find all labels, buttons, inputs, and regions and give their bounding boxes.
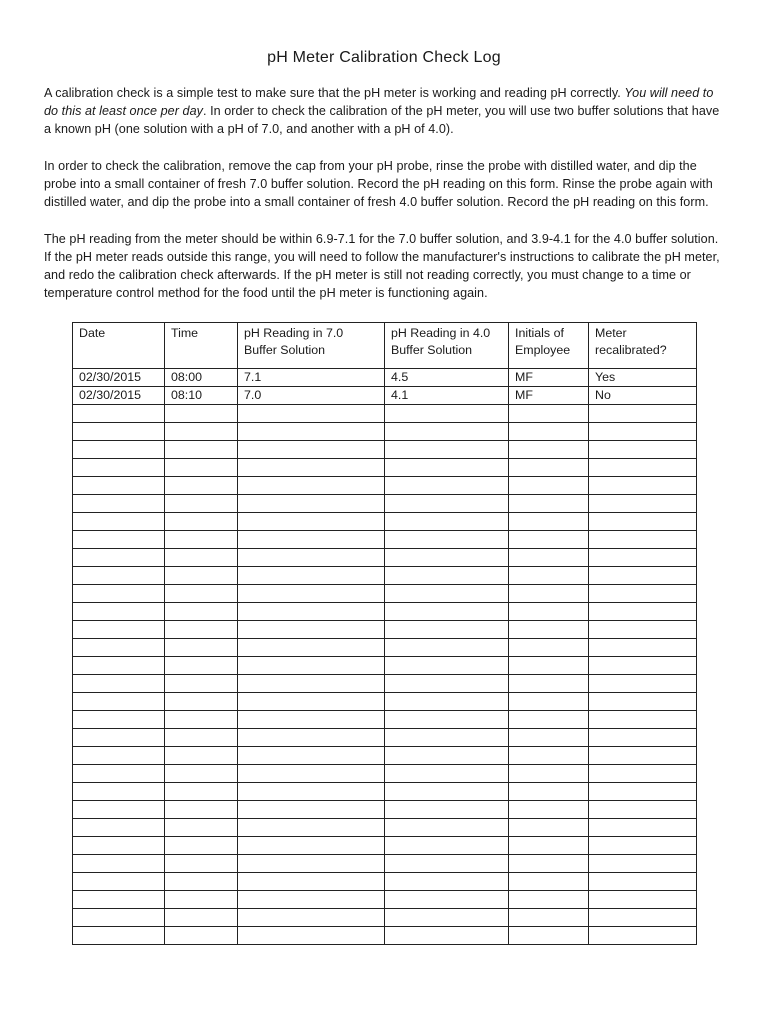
header-ph-7: pH Reading in 7.0 Buffer Solution <box>238 323 385 369</box>
blank-cell-ph-4[interactable] <box>385 801 509 819</box>
cell-recalibrated: No <box>589 387 697 405</box>
blank-table-row <box>73 747 697 765</box>
blank-cell-time[interactable] <box>165 477 238 495</box>
blank-cell-initials[interactable] <box>509 765 589 783</box>
intro-paragraph <box>44 84 724 138</box>
blank-cell-time[interactable] <box>165 531 238 549</box>
blank-cell-recalibrated[interactable] <box>589 891 697 909</box>
blank-cell-time[interactable] <box>165 927 238 945</box>
blank-cell-initials[interactable] <box>509 747 589 765</box>
blank-table-row <box>73 585 697 603</box>
blank-cell-date[interactable] <box>73 873 165 891</box>
blank-table-row <box>73 603 697 621</box>
blank-cell-ph-7[interactable] <box>238 855 385 873</box>
blank-cell-ph-4[interactable] <box>385 747 509 765</box>
blank-cell-time[interactable] <box>165 837 238 855</box>
blank-cell-time[interactable] <box>165 729 238 747</box>
log-body <box>73 369 697 945</box>
blank-cell-recalibrated[interactable] <box>589 765 697 783</box>
blank-cell-ph-4[interactable] <box>385 495 509 513</box>
blank-cell-initials[interactable] <box>509 639 589 657</box>
blank-cell-date[interactable] <box>73 567 165 585</box>
blank-cell-ph-4[interactable] <box>385 783 509 801</box>
blank-cell-recalibrated[interactable] <box>589 585 697 603</box>
blank-cell-ph-4[interactable] <box>385 513 509 531</box>
blank-cell-ph-7[interactable] <box>238 657 385 675</box>
blank-cell-date[interactable] <box>73 855 165 873</box>
blank-cell-recalibrated[interactable] <box>589 549 697 567</box>
blank-cell-ph-4[interactable] <box>385 765 509 783</box>
blank-cell-initials[interactable] <box>509 657 589 675</box>
blank-cell-ph-7[interactable] <box>238 477 385 495</box>
blank-cell-date[interactable] <box>73 513 165 531</box>
blank-table-row <box>73 549 697 567</box>
blank-table-row <box>73 441 697 459</box>
blank-cell-date[interactable] <box>73 909 165 927</box>
blank-cell-initials[interactable] <box>509 693 589 711</box>
blank-cell-ph-7[interactable] <box>238 729 385 747</box>
blank-table-row <box>73 855 697 873</box>
blank-cell-recalibrated[interactable] <box>589 513 697 531</box>
blank-cell-date[interactable] <box>73 405 165 423</box>
blank-cell-recalibrated[interactable] <box>589 855 697 873</box>
blank-cell-ph-7[interactable] <box>238 621 385 639</box>
blank-cell-ph-4[interactable] <box>385 729 509 747</box>
blank-cell-ph-4[interactable] <box>385 585 509 603</box>
blank-cell-initials[interactable] <box>509 459 589 477</box>
blank-cell-date[interactable] <box>73 603 165 621</box>
blank-table-row <box>73 513 697 531</box>
blank-cell-time[interactable] <box>165 639 238 657</box>
blank-cell-time[interactable] <box>165 747 238 765</box>
blank-cell-recalibrated[interactable] <box>589 729 697 747</box>
blank-cell-date[interactable] <box>73 423 165 441</box>
blank-cell-date[interactable] <box>73 711 165 729</box>
blank-cell-ph-4[interactable] <box>385 621 509 639</box>
blank-cell-date[interactable] <box>73 495 165 513</box>
blank-cell-initials[interactable] <box>509 711 589 729</box>
blank-table-row <box>73 873 697 891</box>
blank-table-row <box>73 405 697 423</box>
blank-table-row <box>73 567 697 585</box>
blank-cell-date[interactable] <box>73 621 165 639</box>
blank-cell-initials[interactable] <box>509 603 589 621</box>
blank-cell-time[interactable] <box>165 765 238 783</box>
cell-ph-7: 7.1 <box>238 369 385 387</box>
cell-ph-4: 4.1 <box>385 387 509 405</box>
blank-table-row <box>73 693 697 711</box>
blank-cell-ph-7[interactable] <box>238 837 385 855</box>
blank-cell-time[interactable] <box>165 405 238 423</box>
blank-cell-recalibrated[interactable] <box>589 639 697 657</box>
cell-date: 02/30/2015 <box>73 387 165 405</box>
header-date: Date <box>73 323 165 369</box>
blank-table-row <box>73 531 697 549</box>
blank-cell-ph-4[interactable] <box>385 441 509 459</box>
blank-cell-ph-4[interactable] <box>385 819 509 837</box>
blank-cell-time[interactable] <box>165 549 238 567</box>
blank-cell-initials[interactable] <box>509 531 589 549</box>
blank-table-row <box>73 909 697 927</box>
blank-cell-recalibrated[interactable] <box>589 657 697 675</box>
blank-cell-ph-4[interactable] <box>385 657 509 675</box>
blank-cell-date[interactable] <box>73 747 165 765</box>
blank-cell-time[interactable] <box>165 801 238 819</box>
blank-cell-ph-7[interactable] <box>238 405 385 423</box>
blank-cell-initials[interactable] <box>509 729 589 747</box>
blank-cell-time[interactable] <box>165 891 238 909</box>
blank-cell-ph-7[interactable] <box>238 603 385 621</box>
table-row <box>73 369 697 387</box>
blank-cell-initials[interactable] <box>509 405 589 423</box>
blank-cell-ph-7[interactable] <box>238 909 385 927</box>
blank-cell-ph-7[interactable] <box>238 873 385 891</box>
blank-cell-date[interactable] <box>73 783 165 801</box>
blank-cell-recalibrated[interactable] <box>589 801 697 819</box>
cell-ph-4: 4.5 <box>385 369 509 387</box>
blank-cell-recalibrated[interactable] <box>589 927 697 945</box>
blank-cell-time[interactable] <box>165 441 238 459</box>
blank-cell-ph-4[interactable] <box>385 531 509 549</box>
blank-table-row <box>73 891 697 909</box>
blank-cell-ph-7[interactable] <box>238 747 385 765</box>
blank-cell-date[interactable] <box>73 819 165 837</box>
blank-cell-ph-7[interactable] <box>238 783 385 801</box>
blank-cell-date[interactable] <box>73 549 165 567</box>
blank-table-row <box>73 423 697 441</box>
blank-cell-ph-7[interactable] <box>238 693 385 711</box>
blank-cell-initials[interactable] <box>509 873 589 891</box>
blank-cell-time[interactable] <box>165 783 238 801</box>
blank-cell-initials[interactable] <box>509 927 589 945</box>
blank-cell-date[interactable] <box>73 639 165 657</box>
blank-cell-ph-4[interactable] <box>385 549 509 567</box>
blank-table-row <box>73 657 697 675</box>
blank-cell-ph-4[interactable] <box>385 567 509 585</box>
blank-table-row <box>73 801 697 819</box>
blank-cell-recalibrated[interactable] <box>589 747 697 765</box>
blank-cell-date[interactable] <box>73 459 165 477</box>
blank-cell-date[interactable] <box>73 441 165 459</box>
blank-cell-ph-7[interactable] <box>238 801 385 819</box>
blank-cell-date[interactable] <box>73 531 165 549</box>
range-paragraph: The pH reading from the meter should be within 6.9-7.1 for the 7.0 buffer solution, and 3.9-4.1 for the 4.0 buffer solution. If the pH meter reads outside this range, you will need to follow the manufacturer's instructions to calibrate the pH meter, and redo the calibration check afterwards. If the pH meter is still not reading correctly, you must change to a time or temperature control method for the food until the pH meter is functioning again. <box>44 232 720 300</box>
blank-table-row <box>73 621 697 639</box>
blank-cell-recalibrated[interactable] <box>589 405 697 423</box>
table-row <box>73 387 697 405</box>
blank-cell-date[interactable] <box>73 585 165 603</box>
header-recalibrated: Meter recalibrated? <box>589 323 697 369</box>
blank-cell-recalibrated[interactable] <box>589 621 697 639</box>
blank-table-row <box>73 711 697 729</box>
blank-cell-recalibrated[interactable] <box>589 909 697 927</box>
blank-cell-ph-4[interactable] <box>385 711 509 729</box>
blank-table-row <box>73 495 697 513</box>
blank-cell-recalibrated[interactable] <box>589 441 697 459</box>
blank-cell-ph-4[interactable] <box>385 909 509 927</box>
blank-cell-ph-7[interactable] <box>238 765 385 783</box>
blank-cell-recalibrated[interactable] <box>589 819 697 837</box>
header-initials: Initials of Employee <box>509 323 589 369</box>
blank-cell-recalibrated[interactable] <box>589 531 697 549</box>
blank-table-row <box>73 675 697 693</box>
blank-cell-ph-7[interactable] <box>238 441 385 459</box>
blank-cell-ph-4[interactable] <box>385 405 509 423</box>
blank-cell-ph-7[interactable] <box>238 531 385 549</box>
procedure-paragraph: In order to check the calibration, remove the cap from your pH probe, rinse the probe with distilled water, and dip the probe into a small container of fresh 7.0 buffer solution. Record the pH reading on this form. Rinse the probe again with distilled water, and dip the probe into a small container of fresh 4.0 buffer solution. Record the pH reading on this form. <box>44 159 713 209</box>
blank-cell-ph-4[interactable] <box>385 423 509 441</box>
blank-cell-ph-4[interactable] <box>385 873 509 891</box>
blank-cell-ph-7[interactable] <box>238 819 385 837</box>
blank-cell-initials[interactable] <box>509 819 589 837</box>
calibration-log-table <box>72 322 697 945</box>
blank-cell-time[interactable] <box>165 459 238 477</box>
header-ph-4: pH Reading in 4.0 Buffer Solution <box>385 323 509 369</box>
blank-cell-ph-7[interactable] <box>238 423 385 441</box>
blank-cell-time[interactable] <box>165 513 238 531</box>
blank-cell-ph-4[interactable] <box>385 693 509 711</box>
blank-cell-date[interactable] <box>73 729 165 747</box>
blank-cell-ph-7[interactable] <box>238 711 385 729</box>
intro-text-end: . In order to check the calibration of the pH meter, you will use two buffer solutions that have a known pH (one solution with a pH of 7.0, and another with a pH of 4.0). <box>44 104 720 136</box>
blank-cell-initials[interactable] <box>509 567 589 585</box>
blank-cell-ph-7[interactable] <box>238 459 385 477</box>
blank-table-row <box>73 477 697 495</box>
blank-cell-ph-4[interactable] <box>385 603 509 621</box>
header-time: Time <box>165 323 238 369</box>
blank-cell-ph-7[interactable] <box>238 927 385 945</box>
blank-table-row <box>73 459 697 477</box>
blank-cell-recalibrated[interactable] <box>589 711 697 729</box>
blank-cell-time[interactable] <box>165 657 238 675</box>
cell-initials: MF <box>509 387 589 405</box>
blank-cell-recalibrated[interactable] <box>589 495 697 513</box>
blank-cell-initials[interactable] <box>509 495 589 513</box>
blank-cell-time[interactable] <box>165 603 238 621</box>
intro-emphasis: You will need to do this at least once per day <box>44 86 714 118</box>
blank-cell-ph-4[interactable] <box>385 459 509 477</box>
blank-table-row <box>73 639 697 657</box>
blank-cell-recalibrated[interactable] <box>589 675 697 693</box>
blank-cell-time[interactable] <box>165 693 238 711</box>
blank-cell-date[interactable] <box>73 891 165 909</box>
blank-table-row <box>73 837 697 855</box>
blank-cell-time[interactable] <box>165 567 238 585</box>
blank-cell-ph-4[interactable] <box>385 477 509 495</box>
blank-cell-initials[interactable] <box>509 801 589 819</box>
blank-cell-recalibrated[interactable] <box>589 477 697 495</box>
blank-cell-initials[interactable] <box>509 891 589 909</box>
blank-table-row <box>73 783 697 801</box>
blank-cell-ph-7[interactable] <box>238 585 385 603</box>
blank-cell-ph-4[interactable] <box>385 639 509 657</box>
blank-cell-time[interactable] <box>165 675 238 693</box>
cell-date: 02/30/2015 <box>73 369 165 387</box>
blank-cell-initials[interactable] <box>509 909 589 927</box>
blank-cell-initials[interactable] <box>509 855 589 873</box>
cell-recalibrated: Yes <box>589 369 697 387</box>
blank-cell-ph-7[interactable] <box>238 567 385 585</box>
blank-cell-time[interactable] <box>165 711 238 729</box>
blank-cell-recalibrated[interactable] <box>589 567 697 585</box>
blank-cell-date[interactable] <box>73 927 165 945</box>
blank-cell-recalibrated[interactable] <box>589 603 697 621</box>
blank-cell-ph-7[interactable] <box>238 513 385 531</box>
blank-cell-initials[interactable] <box>509 585 589 603</box>
blank-cell-recalibrated[interactable] <box>589 783 697 801</box>
blank-cell-initials[interactable] <box>509 549 589 567</box>
blank-cell-ph-7[interactable] <box>238 891 385 909</box>
cell-time: 08:10 <box>165 387 238 405</box>
blank-cell-initials[interactable] <box>509 837 589 855</box>
blank-cell-ph-4[interactable] <box>385 837 509 855</box>
blank-cell-recalibrated[interactable] <box>589 423 697 441</box>
blank-cell-date[interactable] <box>73 657 165 675</box>
blank-cell-ph-4[interactable] <box>385 855 509 873</box>
blank-cell-recalibrated[interactable] <box>589 837 697 855</box>
intro-text-start: A calibration check is a simple test to make sure that the pH meter is working and reading pH correctly. <box>44 86 625 100</box>
blank-cell-ph-7[interactable] <box>238 675 385 693</box>
blank-cell-initials[interactable] <box>509 783 589 801</box>
blank-cell-time[interactable] <box>165 873 238 891</box>
blank-cell-initials[interactable] <box>509 675 589 693</box>
blank-table-row <box>73 819 697 837</box>
blank-cell-recalibrated[interactable] <box>589 873 697 891</box>
blank-table-row <box>73 927 697 945</box>
blank-cell-time[interactable] <box>165 585 238 603</box>
blank-cell-initials[interactable] <box>509 477 589 495</box>
blank-cell-initials[interactable] <box>509 423 589 441</box>
table-header-row <box>73 323 697 369</box>
blank-cell-time[interactable] <box>165 819 238 837</box>
blank-cell-ph-7[interactable] <box>238 639 385 657</box>
blank-cell-ph-4[interactable] <box>385 891 509 909</box>
blank-cell-time[interactable] <box>165 855 238 873</box>
blank-cell-ph-4[interactable] <box>385 927 509 945</box>
blank-table-row <box>73 729 697 747</box>
blank-cell-date[interactable] <box>73 693 165 711</box>
blank-cell-date[interactable] <box>73 477 165 495</box>
blank-cell-time[interactable] <box>165 909 238 927</box>
blank-cell-time[interactable] <box>165 423 238 441</box>
cell-initials: MF <box>509 369 589 387</box>
blank-cell-initials[interactable] <box>509 513 589 531</box>
blank-cell-recalibrated[interactable] <box>589 459 697 477</box>
blank-cell-time[interactable] <box>165 621 238 639</box>
blank-cell-recalibrated[interactable] <box>589 693 697 711</box>
blank-cell-date[interactable] <box>73 837 165 855</box>
blank-cell-time[interactable] <box>165 495 238 513</box>
blank-table-row <box>73 765 697 783</box>
blank-cell-date[interactable] <box>73 801 165 819</box>
blank-cell-ph-7[interactable] <box>238 549 385 567</box>
page-title: pH Meter Calibration Check Log <box>267 49 501 66</box>
cell-ph-7: 7.0 <box>238 387 385 405</box>
blank-cell-date[interactable] <box>73 765 165 783</box>
blank-cell-initials[interactable] <box>509 621 589 639</box>
blank-cell-initials[interactable] <box>509 441 589 459</box>
blank-cell-ph-7[interactable] <box>238 495 385 513</box>
blank-cell-ph-4[interactable] <box>385 675 509 693</box>
cell-time: 08:00 <box>165 369 238 387</box>
blank-cell-date[interactable] <box>73 675 165 693</box>
